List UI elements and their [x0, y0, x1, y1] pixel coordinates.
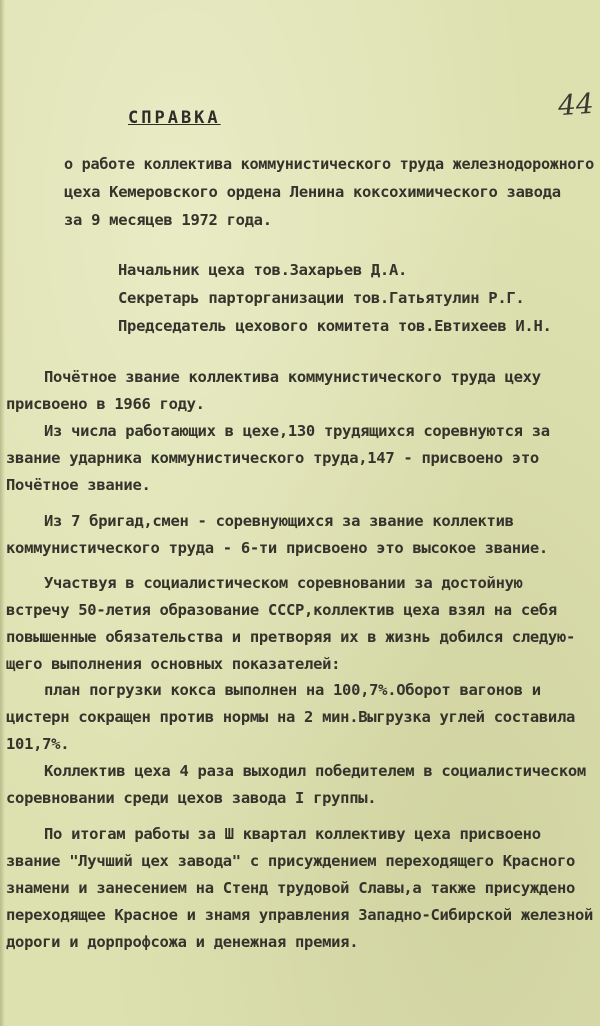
paragraph-line: цистерн сокращен против нормы на 2 мин.Выгрузка углей составила	[6, 708, 576, 726]
official-line: Секретарь парторганизации тов.Гатьятулин Р.Г.	[118, 289, 525, 307]
paragraph-line: звание "Лучший цех завода" с присуждением переходящего Красного	[6, 852, 576, 870]
paragraph-line: Из 7 бригад,смен - соревнующихся за звание коллектив	[44, 512, 514, 530]
paragraph-line: присвоено в 1966 году.	[6, 395, 205, 413]
paragraph-line: план погрузки кокса выполнен на 100,7%.Оборот вагонов и	[44, 681, 541, 699]
paragraph-line: 101,7%.	[6, 735, 70, 753]
page-number: 44	[556, 86, 595, 123]
heading-line: за 9 месяцев 1972 года.	[64, 211, 272, 229]
heading-line: цеха Кемеровского ордена Ленина коксохимического завода	[64, 183, 561, 201]
official-line: Председатель цехового комитета тов.Евтихеев И.Н.	[118, 317, 552, 335]
paragraph-line: Коллектив цеха 4 раза выходил победителем в социалистическом	[44, 762, 586, 780]
paragraph-line: знамени и занесением на Стенд трудовой Славы,а также присуждено	[6, 879, 576, 897]
paragraph-line: Почётное звание коллектива коммунистического труда цеху	[44, 368, 541, 386]
paragraph-line: Участвуя в социалистическом соревновании за достойную	[44, 574, 523, 592]
paragraph-line: повышенные обязательства и претворяя их в жизнь добился следую-	[6, 628, 576, 646]
page-edge-shadow	[0, 0, 5, 1026]
paragraph-line: звание ударника коммунистического труда,147 - присвоено это	[6, 449, 539, 467]
document-title: СПРАВКА	[128, 108, 221, 128]
paragraph-line: дороги и дорпрофсожа и денежная премия.	[6, 933, 359, 951]
paragraph-line: щего выполнения основных показателей:	[6, 655, 341, 673]
paragraph-line: коммунистического труда - 6-ти присвоено это высокое звание.	[6, 539, 548, 557]
paragraph-line: встречу 50-летия образование СССР,коллектив цеха взял на себя	[6, 601, 557, 619]
paragraph-line: По итогам работы за Ш квартал коллективу цеха присвоено	[44, 825, 541, 843]
paragraph-line: Почётное звание.	[6, 476, 151, 494]
heading-line: о работе коллектива коммунистического труда железнодорожного	[64, 155, 594, 173]
paragraph-line: переходящее Красное и знамя управления Западно-Сибирской железной	[6, 906, 594, 924]
official-line: Начальник цеха тов.Захарьев Д.А.	[118, 261, 408, 279]
paragraph-line: Из числа работающих в цехе,130 трудящихся соревнуются за	[44, 422, 550, 440]
paragraph-line: соревновании среди цехов завода I группы.	[6, 789, 377, 807]
